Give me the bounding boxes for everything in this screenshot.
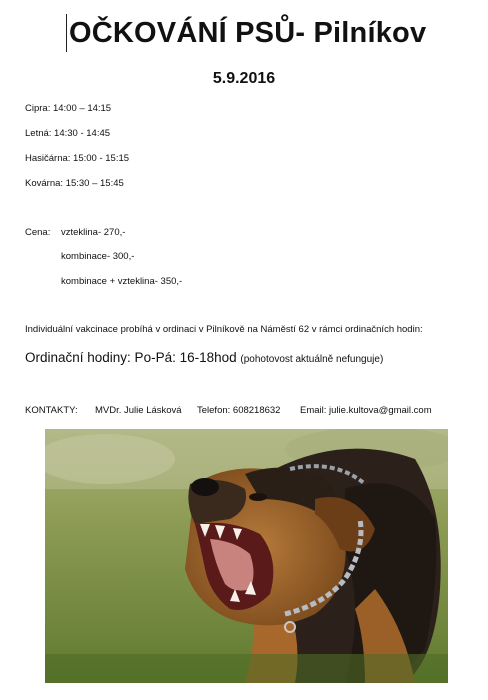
office-hours xyxy=(25,350,383,365)
office-hours-main: Ordinační hodiny: Po-Pá: 16-18hod xyxy=(25,350,237,365)
price-item-combination: kombinace- 300,- xyxy=(61,251,135,262)
contact-doctor: MVDr. Julie Lásková xyxy=(95,405,182,416)
contact-email: Email: julie.kultova@gmail.com xyxy=(300,405,432,416)
schedule-item-cipra: Cipra: 14:00 – 14:15 xyxy=(25,103,112,114)
vaccination-note: Individuální vakcinace probíhá v ordinaci v Pilníkově na Náměstí 62 v rámci ordinačních hodin: xyxy=(25,324,423,335)
snarling-dog-illustration xyxy=(45,429,448,683)
office-hours-note: (pohotovost aktuálně nefunguje) xyxy=(240,354,384,365)
price-label: Cena: xyxy=(25,227,51,238)
price-item-combination-rabies: kombinace + vzteklina- 350,- xyxy=(61,276,183,287)
contact-phone: Telefon: 608218632 xyxy=(197,405,281,416)
schedule-item-letna: Letná: 14:30 - 14:45 xyxy=(25,128,111,139)
dog-photo xyxy=(45,429,448,683)
contacts-label: KONTAKTY: xyxy=(25,405,78,416)
price-item-rabies: vzteklina- 270,- xyxy=(61,227,126,238)
schedule-item-kovarna: Kovárna: 15:30 – 15:45 xyxy=(25,178,124,189)
schedule-item-hasicarna: Hasičárna: 15:00 - 15:15 xyxy=(25,153,130,164)
page-title: OČKOVÁNÍ PSŮ- Pilníkov xyxy=(66,14,426,52)
event-date: 5.9.2016 xyxy=(212,70,276,87)
